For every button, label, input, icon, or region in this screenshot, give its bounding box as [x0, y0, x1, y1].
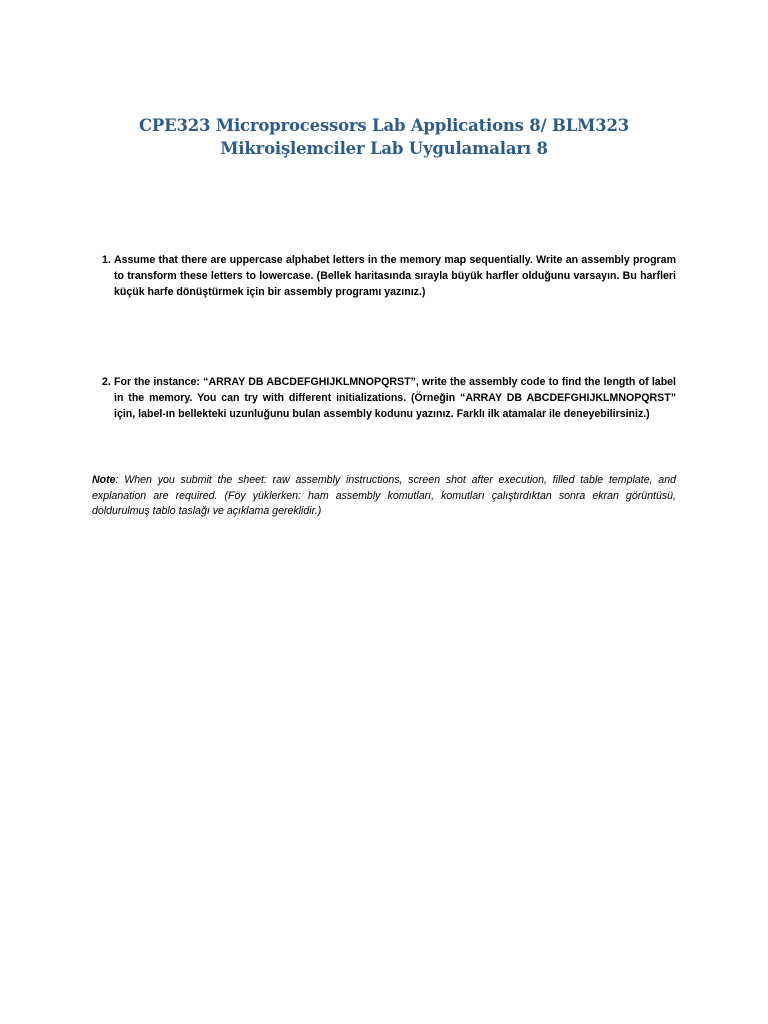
- task-number-1: 1.: [102, 254, 111, 266]
- task-number-2: 2.: [102, 376, 111, 388]
- note-label: Note: [92, 474, 116, 486]
- task-item-2: [92, 374, 676, 422]
- submission-note: [92, 473, 676, 520]
- page-title: CPE323 Microprocessors Lab Applications 8/ BLM323 Mikroişlemciler Lab Uygulamaları 8: [138, 116, 630, 158]
- task-text-1: Assume that there are uppercase alphabet letters in the memory map sequentially. Write an assembly program to transform these letters to lowercase. (Bellek haritasında sırayla büyük harfler olduğunu varsayın. Bu harfleri küçük harfe dönüştürmek için bir assembly programı yazınız.): [114, 254, 676, 298]
- task-text-2: For the instance: “ARRAY DB ABCDEFGHIJKLMNOPQRST”, write the assembly code to find the length of label in the memory. You can try with different initializations. (Örneğin “ARRAY DB ABCDEFGHIJKLMNOPQRST” için, label-ın bellekteki uzunluğunu bulan assembly kodunu yazınız. Farklı ilk atamalar ile deneyebilirsiniz.): [114, 376, 676, 420]
- note-text: : When you submit the sheet: raw assembly instructions, screen shot after execution, filled table template, and explanation are required. (Föy yüklerken: ham assembly komutları, komutları çalıştırdıktan sonra ekran görüntüsü, doldurulmuş tablo taslağı ve açıklama gereklidir.): [92, 474, 676, 517]
- task-item-1: [92, 252, 676, 300]
